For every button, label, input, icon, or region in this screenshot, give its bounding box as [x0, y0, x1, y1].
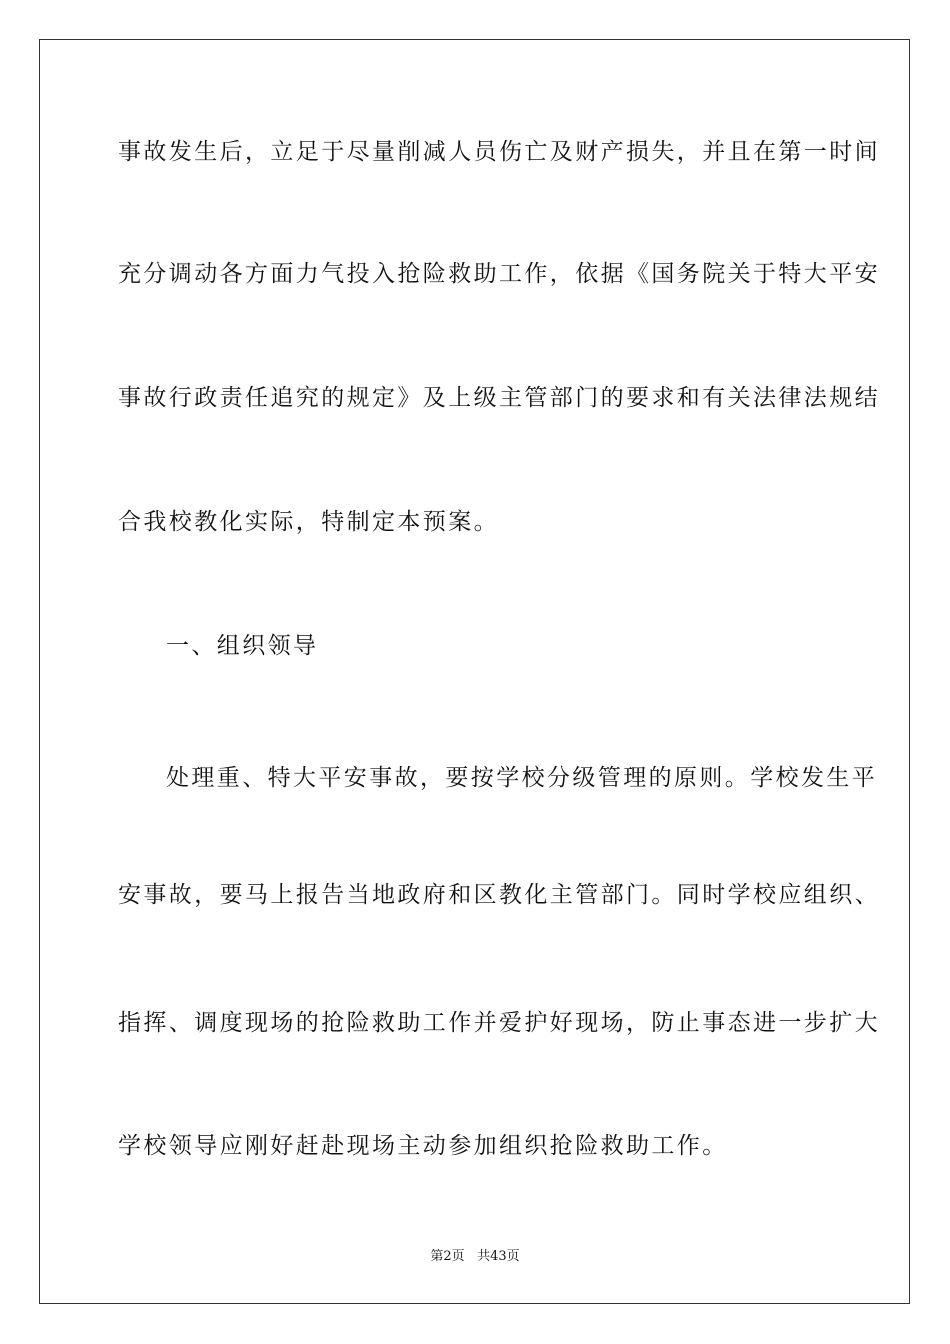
body-text-line-8: 指挥、调度现场的抢险救助工作并爱护好现场，防止事态进一步扩大 — [118, 1010, 880, 1036]
page-border — [39, 39, 910, 1304]
body-text-line-2: 充分调动各方面力气投入抢险救助工作，依据《国务院关于特大平安 — [118, 261, 880, 287]
body-text-line-3: 事故行政责任追究的规定》及上级主管部门的要求和有关法律法规结 — [118, 385, 880, 411]
section-heading: 一、组织领导 — [166, 633, 319, 659]
page-number: 第2页 — [430, 1249, 465, 1264]
body-text-line-9: 学校领导应刚好赶赴现场主动参加组织抢险救助工作。 — [118, 1133, 728, 1159]
total-pages: 共43页 — [477, 1249, 520, 1264]
page-footer — [0, 1248, 950, 1266]
body-text-line-7: 安事故，要马上报告当地政府和区教化主管部门。同时学校应组织、 — [118, 882, 880, 908]
body-text-line-1: 事故发生后，立足于尽量削减人员伤亡及财产损失，并且在第一时间 — [118, 139, 880, 165]
body-text-line-6: 处理重、特大平安事故，要按学校分级管理的原则。学校发生平 — [166, 765, 878, 791]
body-text-line-4: 合我校教化实际，特制定本预案。 — [118, 509, 499, 535]
